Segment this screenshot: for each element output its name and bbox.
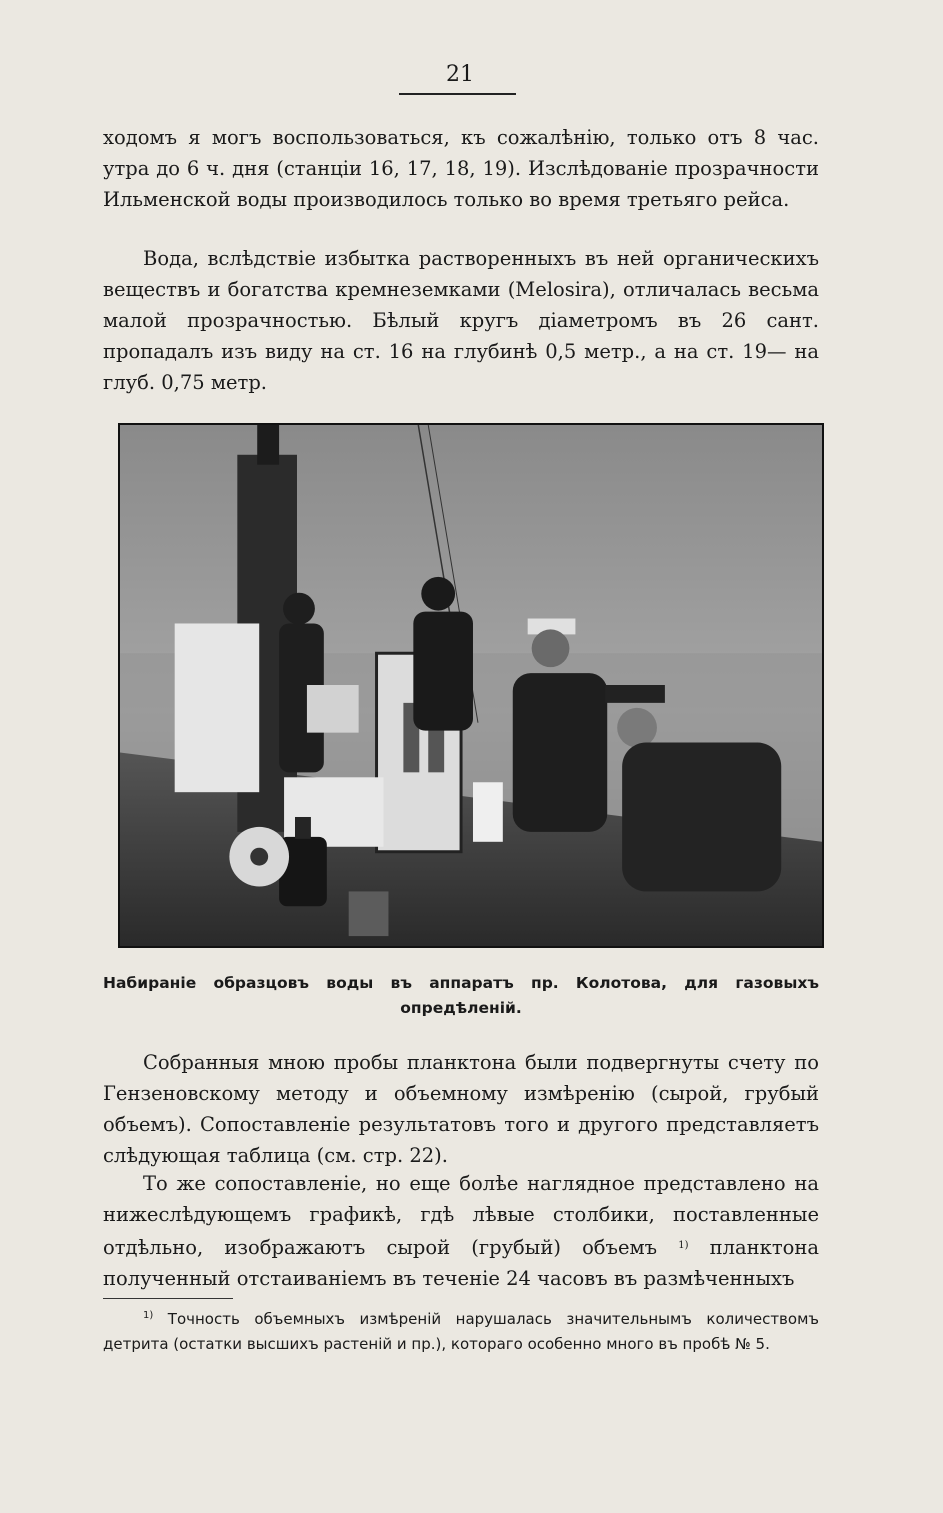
paragraph-4-continuation: планктона полученный отстаиваніемъ въ теченіе 24 часовъ въ размѣченныхъ [103,1236,820,1290]
footnote-marker: 1) [143,1310,154,1321]
crate [175,623,260,792]
footnote-ref: 1) [678,1240,689,1251]
footnote [103,1303,819,1357]
photograph [118,423,824,948]
paragraph-4 [103,1168,819,1294]
page-number: 21 [446,62,474,87]
paragraph-1: ходомъ я могъ воспользоваться, къ сожалѣнію, только отъ 8 час. утра до 6 ч. дня (станціи 16, 17, 18, 19). Изслѣдованіе прозрачности Ильменской воды производилось только во время третьяго рейса. [103,126,819,211]
footnote-text: Точность объемныхъ измѣреній нарушалась значительнымъ количествомъ детрита (остатки высшихъ растеній и пр.), котораго особенно много въ пробѣ № 5. [103,1310,819,1353]
header-rule [399,93,516,95]
paragraph-2: Вода, вслѣдствіе избытка растворенныхъ въ ней органическихъ веществъ и богатства кремнеземками (Melosira), отличалась весьма малой прозрачностью. Бѣлый кругъ діаметромъ въ 26 сант. пропадалъ изъ виду на ст. 16 на глубинѣ 0,5 метр., а на ст. 19— на глуб. 0,75 метр. [103,247,819,394]
paragraph-4-text: То же сопоставленіе, но еще болѣе наглядное представлено на нижеслѣдующемъ графикѣ, гдѣ лѣвые столбики, поставленные отдѣльно, изображаютъ сырой (грубый) объемъ [103,1172,819,1259]
footnote-rule [103,1298,233,1299]
paragraph-3: Собранныя мною пробы планктона были подвергнуты счету по Гензеновскому методу и объемному измѣренію (сырой, грубый объемъ). Сопоставленіе результатовъ того и другого представляетъ слѣдующая таблица (см. стр. 22). [103,1051,819,1167]
photo-caption: Набираніе образцовъ воды въ аппаратъ пр. Колотова, для газовыхъ опредѣленій. [103,974,819,1017]
bucket [307,685,359,733]
